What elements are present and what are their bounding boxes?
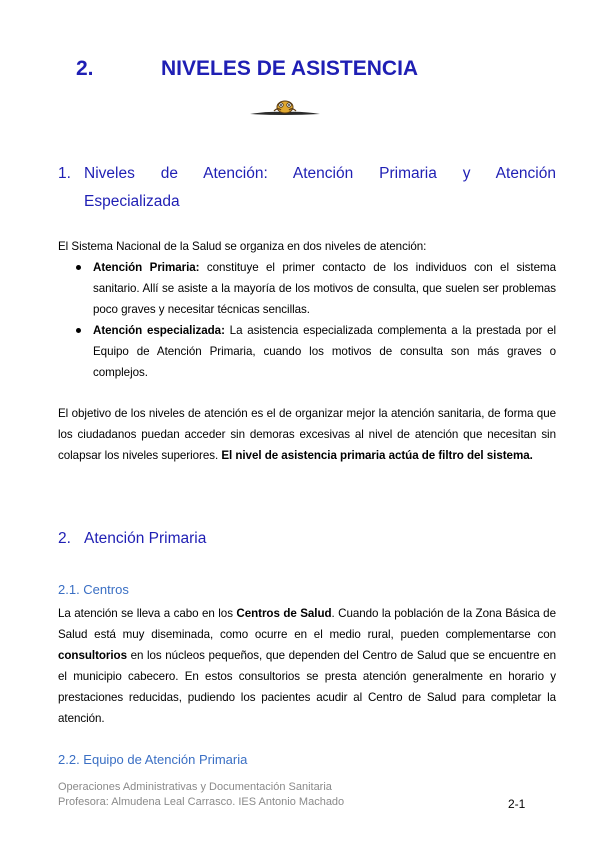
decorative-divider-ornament-icon [248,96,322,120]
subsection-2-1-heading: 2.1. Centros [58,582,129,597]
bullet-item-specialized [58,320,556,383]
section-2-title: Atención Primaria [84,530,207,547]
centros-paragraph [58,603,556,729]
subsection-2-2-heading: 2.2. Equipo de Atención Primaria [58,752,248,767]
bullet-term: Atención Primaria: [93,261,200,274]
objective-paragraph [58,403,556,466]
objective-text: El objetivo de los niveles de atención es el de organizar mejor la atención sanitaria, de forma que los ciudadanos puedan acceder sin demoras excesivas al nivel de atención que necesitan sin colapsar los niveles superiores. [58,407,556,462]
section-2-heading [58,530,206,548]
centros-bold-term: Centros de Salud [236,607,332,620]
intro-paragraph: El Sistema Nacional de la Salud se organiza en dos niveles de atención: [58,240,427,253]
chapter-title-text: NIVELES DE ASISTENCIA [161,57,419,80]
levels-bullet-list [58,257,556,383]
section-1-title-line1: Niveles de Atención: Atención Primaria y Atención [84,165,556,182]
bullet-term: Atención especializada: [93,324,225,337]
bullet-dot-icon [76,265,81,270]
bullet-text: La asistencia especializada complementa a la prestada por el Equipo de Atención Primaria, cuando los motivos de consulta son más graves o complejos. [93,324,556,379]
chapter-number: 2. [76,57,94,80]
bullet-text: constituye el primer contacto de los individuos con el sistema sanitario. Allí se asiste a la mayoría de los motivos de consulta, que suelen ser problemas poco graves y necesitar técnicas sencillas. [93,261,556,316]
page-footer [58,780,556,810]
centros-text: La atención se lleva a cabo en los [58,607,237,620]
footer-course: Operaciones Administrativas y Documentación Sanitaria [58,781,332,793]
footer-teacher: Profesora: Almudena Leal Carrasco. IES Antonio Machado [58,796,345,808]
centros-text: . Cuando la población de la Zona Básica de Salud está muy diseminada, como ocurre en el medio rural, pueden complementarse con [58,607,556,641]
section-2-number: 2. [58,530,71,547]
bullet-dot-icon [76,328,81,333]
section-1-number: 1. [58,165,71,182]
objective-bold-text: El nivel de asistencia primaria actúa de filtro del sistema. [221,449,533,462]
bullet-item-primary [58,257,556,320]
centros-bold-term: consultorios [58,649,127,662]
centros-text: en los núcleos pequeños, que dependen del Centro de Salud que se encuentre en el municipio cabecero. En estos consultorios se presta atención generalmente en horario y prestaciones reducidas, pudiendo los pacientes acudir al Centro de Salud para completar la atención. [58,649,556,725]
page-number: 2-1 [508,797,526,811]
section-1-title-line2: Especializada [84,193,180,210]
chapter-title [76,57,556,81]
